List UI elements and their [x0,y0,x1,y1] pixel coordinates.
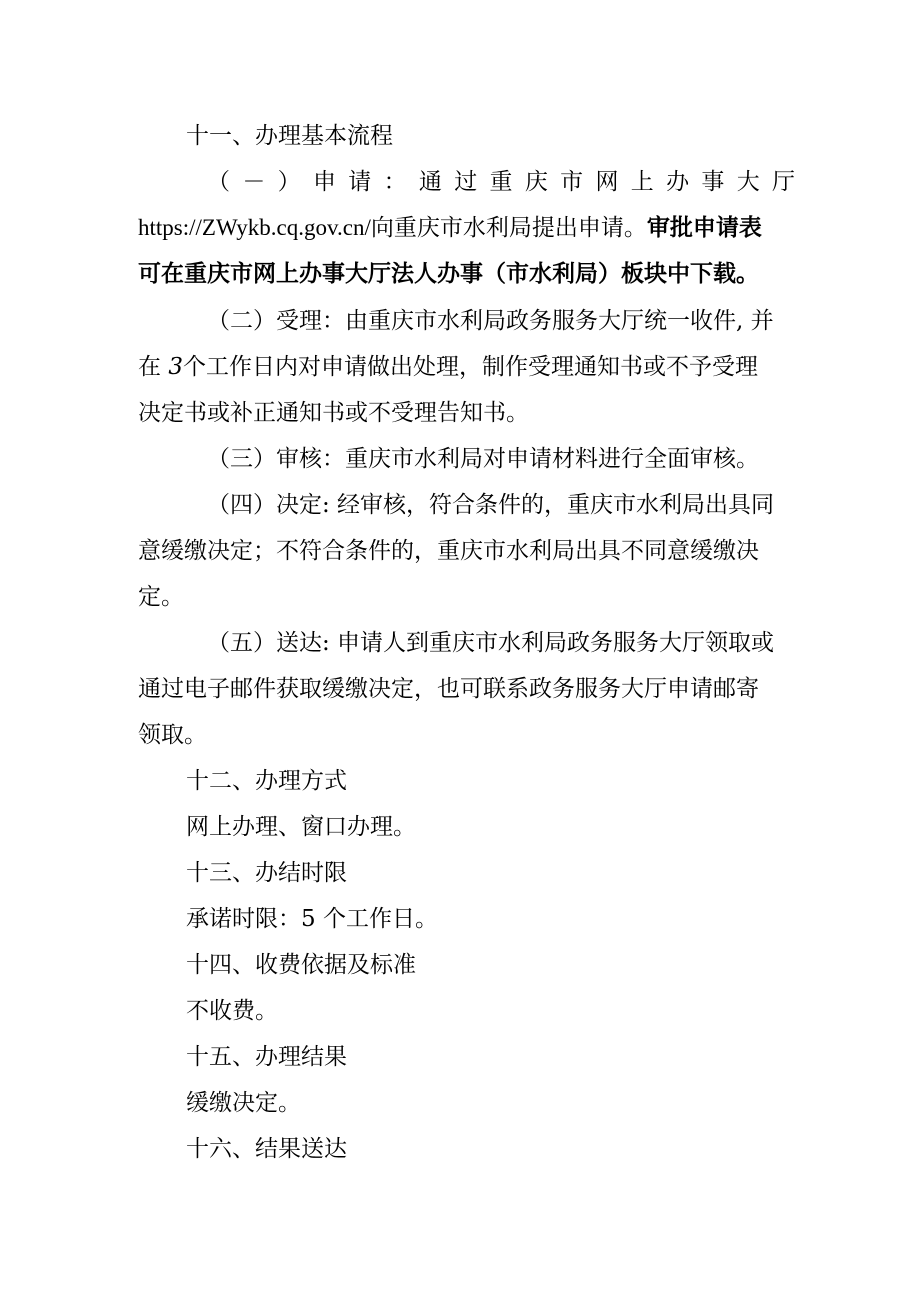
section-14-content: 不收费。 [186,998,278,1024]
step1-char: 厅 [772,169,795,195]
step1-char: 大 [736,169,760,195]
step1-text: 向重庆市水利局提出申请。 [370,215,647,241]
step1-char: 庆 [524,169,548,195]
step1-char: 上 [630,169,654,195]
url-text: https://ZWykb.cq.gov.cn/ [138,215,371,240]
step1-char: （ [207,169,230,195]
step1-char: ： [383,169,407,195]
step5-line2: 通过电子邮件获取缓缴决定，也可联系政务服务大厅申请邮寄 [138,676,759,702]
step1-char: 市 [560,169,584,195]
step5-line3: 领取。 [138,722,207,748]
step1-char: 网 [595,169,619,195]
step1-char: 申 [312,169,336,195]
section-11-heading: 十一、办理基本流程 [186,123,393,149]
step1-line1 [207,167,795,197]
section-15-content: 缓缴决定。 [186,1090,301,1116]
step2-rest: 个工作日内对申请做出处理，制作受理通知书或不予受理 [182,354,758,380]
step5-line1: （五）送达: 申请人到重庆市水利局政务服务大厅领取或 [207,630,775,656]
step1-char: 重 [489,169,513,195]
step1-char: － [242,169,266,195]
step1-char: 通 [418,169,442,195]
step1-char: 事 [701,169,725,195]
section-15-heading: 十五、办理结果 [186,1044,347,1070]
step2-number: 3 [168,354,183,380]
section-13-heading: 十三、办结时限 [186,860,347,886]
step1-bold-text: 审批申请表 [646,215,762,241]
section-13-content: 承诺时限：5 个工作日。 [186,906,438,932]
section-14-heading: 十四、收费依据及标准 [186,952,416,978]
step2-line2 [138,352,758,382]
section-12-heading: 十二、办理方式 [186,768,347,794]
step3-line1: （三）审核：重庆市水利局对申请材料进行全面审核。 [207,446,759,472]
step2-prefix: 在 [138,354,169,380]
step4-line2: 意缓缴决定；不符合条件的，重庆市水利局出具不同意缓缴决 [138,538,759,564]
step1-line2 [138,213,762,243]
step1-line3: 可在重庆市网上办事大厅法人办事（市水利局）板块中下载。 [138,261,759,287]
step1-char: ） [277,169,301,195]
step2-line3: 决定书或补正通知书或不受理告知书。 [138,400,529,426]
step1-char: 办 [666,169,690,195]
step4-line3: 定。 [138,584,184,610]
step4-line1: （四）决定: 经审核，符合条件的，重庆市水利局出具同 [207,492,775,518]
step2-line1: （二）受理：由重庆市水利局政务服务大厅统一收件, 并 [207,308,774,334]
step1-char: 过 [454,169,478,195]
section-12-content: 网上办理、窗口办理。 [186,814,416,840]
step1-char: 请 [348,169,372,195]
section-16-heading: 十六、结果送达 [186,1136,347,1162]
